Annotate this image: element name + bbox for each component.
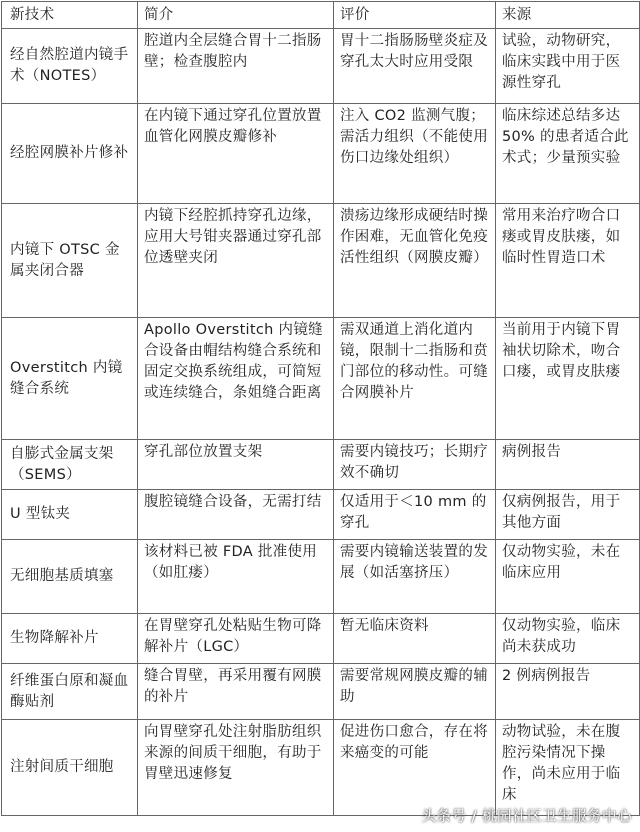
cell-source: 动物试验，未在腹腔污染情况下操作，尚未应用于临床 [496, 720, 640, 816]
cell-technology: 纤维蛋白原和凝血酶贴剂 [2, 664, 138, 720]
table-row [2, 318, 640, 440]
table-row [2, 720, 640, 816]
cell-source: 2 例病例报告 [496, 664, 640, 720]
cell-evaluation: 需要内镜输送装置的发展（如活塞挤压） [334, 540, 496, 614]
header-cell-summary: 简介 [138, 2, 334, 29]
cell-evaluation: 暂无临床资料 [334, 614, 496, 664]
cell-source: 仅病例报告，用于其他方面 [496, 490, 640, 540]
cell-summary: 在胃壁穿孔处粘贴生物可降解补片（LGC） [138, 614, 334, 664]
cell-evaluation: 注入 CO2 监测气腹；需活力组织（不能使用伤口边缘处组织） [334, 104, 496, 204]
cell-summary: 穿孔部位放置支架 [138, 440, 334, 490]
cell-evaluation: 需要内镜技巧；长期疗效不确切 [334, 440, 496, 490]
table-row [2, 29, 640, 104]
cell-source: 当前用于内镜下胃袖状切除术，吻合口瘘，或胃皮肤瘘 [496, 318, 640, 440]
table-row [2, 490, 640, 540]
cell-summary: 在内镜下通过穿孔位置放置血管化网膜皮瓣修补 [138, 104, 334, 204]
cell-technology: 无细胞基质填塞 [2, 540, 138, 614]
cell-technology: 经自然腔道内镜手术（NOTES） [2, 29, 138, 104]
cell-technology: 经腔网膜补片修补 [2, 104, 138, 204]
table-row [2, 664, 640, 720]
cell-evaluation: 促进伤口愈合，存在将来癌变的可能 [334, 720, 496, 816]
cell-evaluation: 胃十二指肠肠壁炎症及穿孔太大时应用受限 [334, 29, 496, 104]
cell-summary: 该材料已被 FDA 批准使用（如肛瘘） [138, 540, 334, 614]
cell-technology: 内镜下 OTSC 金属夹闭合器 [2, 204, 138, 318]
cell-summary: 内镜下经腔抓持穿孔边缘，应用大号钳夹器通过穿孔部位透壁夹闭 [138, 204, 334, 318]
cell-evaluation: 需双通道上消化道内镜，限制十二指肠和贲门部位的移动性。可缝合网膜补片 [334, 318, 496, 440]
cell-source: 试验，动物研究，临床实践中用于医源性穿孔 [496, 29, 640, 104]
cell-source: 仅动物实验，未在临床应用 [496, 540, 640, 614]
cell-technology: 生物降解补片 [2, 614, 138, 664]
cell-technology: 自膨式金属支架（SEMS） [2, 440, 138, 490]
cell-source: 常用来治疗吻合口瘘或胃皮肤瘘，如临时性胃造口术 [496, 204, 640, 318]
header-cell-source: 来源 [496, 2, 640, 29]
table-row [2, 440, 640, 490]
cell-source: 临床综述总结多达 50% 的患者适合此术式；少量预实验 [496, 104, 640, 204]
cell-evaluation: 需要常规网膜皮瓣的辅助 [334, 664, 496, 720]
cell-summary: 腔道内全层缝合胃十二指肠壁；检查腹腔内 [138, 29, 334, 104]
cell-source: 病例报告 [496, 440, 640, 490]
cell-summary: 缝合胃壁，再采用覆有网膜的补片 [138, 664, 334, 720]
cell-technology: Overstitch 内镜缝合系统 [2, 318, 138, 440]
table-row [2, 104, 640, 204]
table-row [2, 614, 640, 664]
cell-technology: 注射间质干细胞 [2, 720, 138, 816]
table-row [2, 204, 640, 318]
header-cell-technology: 新技术 [2, 2, 138, 29]
watermark: 头条号 / 桃园社区卫生服务中心 [421, 809, 632, 825]
table-row [2, 540, 640, 614]
cell-summary: 向胃壁穿孔处注射脂肪组织来源的间质干细胞，有助于胃壁迅速修复 [138, 720, 334, 816]
cell-summary: Apollo Overstitch 内镜缝合设备由帽结构缝合系统和固定交换系统组成，可简短或连续缝合，条姐缝合距离 [138, 318, 334, 440]
cell-source: 仅动物实验，临床尚未获成功 [496, 614, 640, 664]
table-header-row [2, 2, 640, 29]
cell-technology: U 型钛夹 [2, 490, 138, 540]
cell-summary: 腹腔镜缝合设备，无需打结 [138, 490, 334, 540]
cell-evaluation: 溃疡边缘形成硬结时操作困难，无血管化免疫活性组织（网膜皮瓣） [334, 204, 496, 318]
cell-evaluation: 仅适用于＜10 mm 的穿孔 [334, 490, 496, 540]
comparison-table [1, 1, 640, 816]
header-cell-evaluation: 评价 [334, 2, 496, 29]
